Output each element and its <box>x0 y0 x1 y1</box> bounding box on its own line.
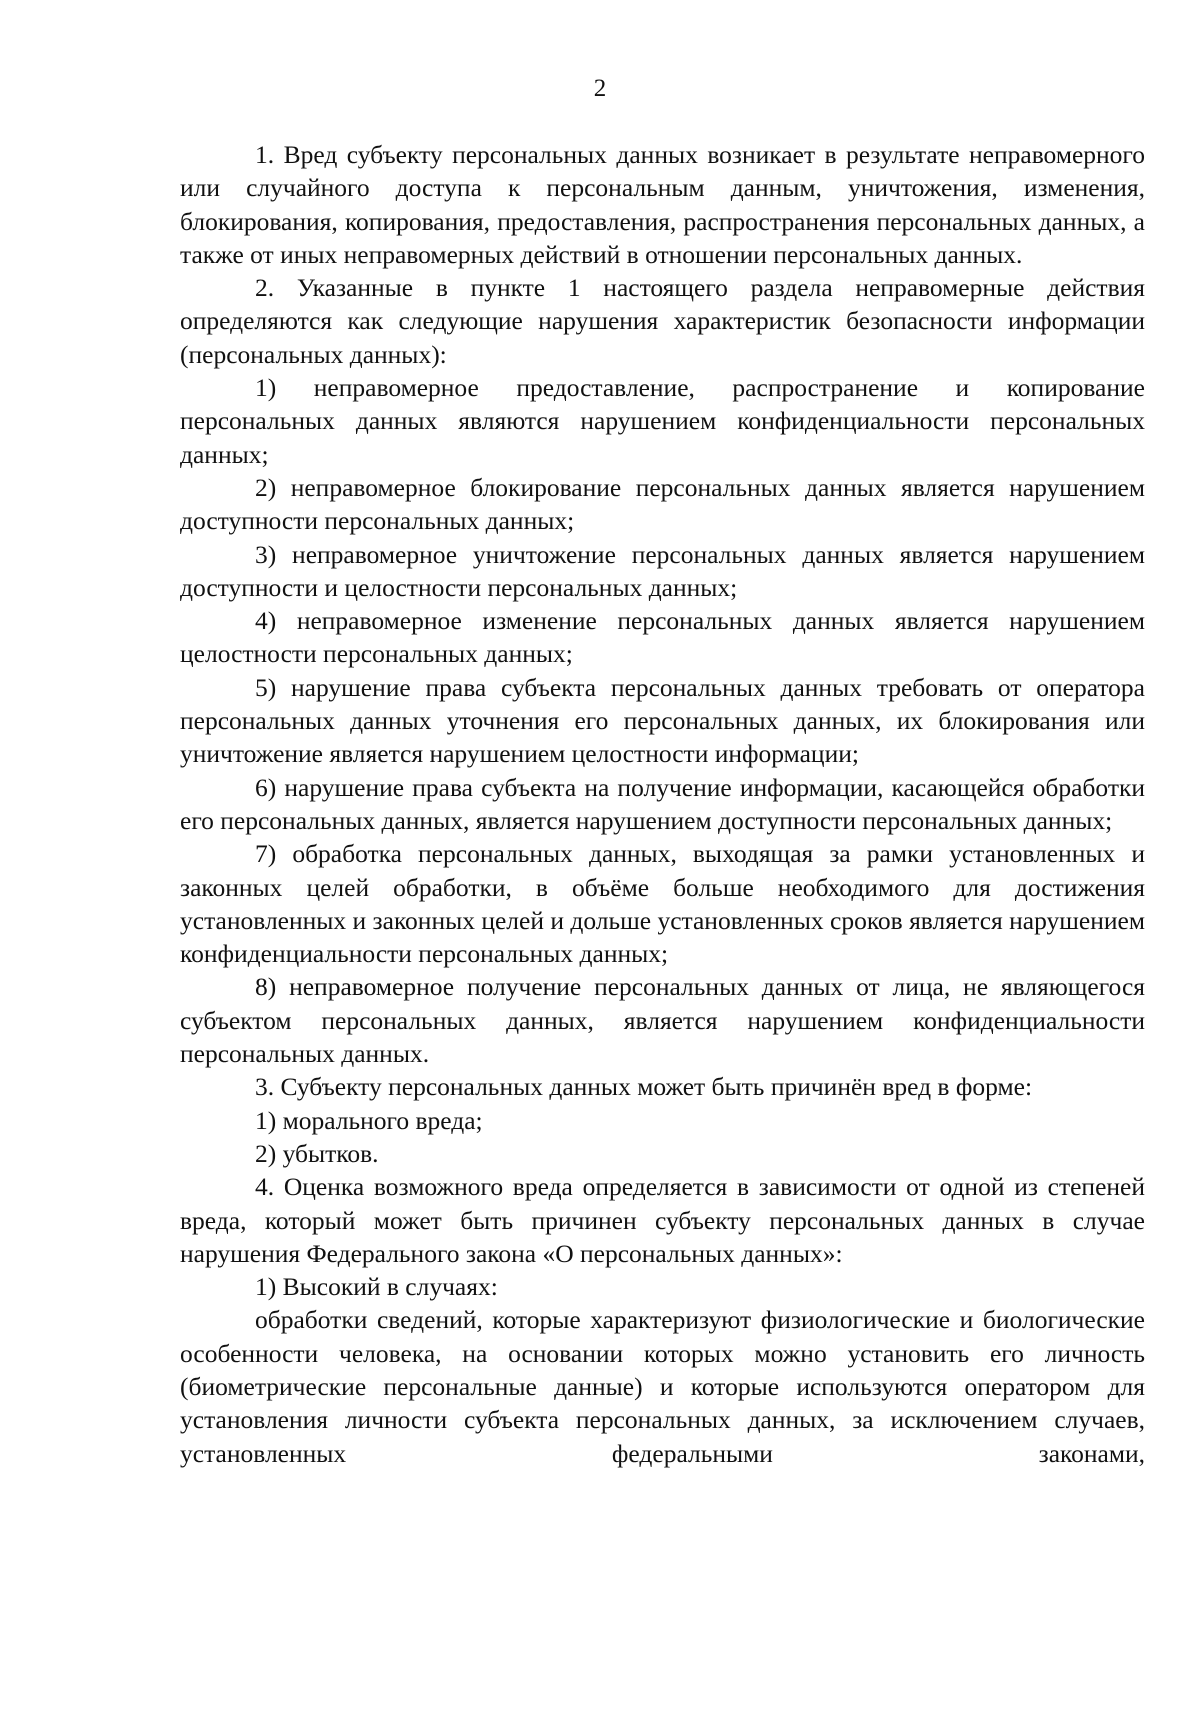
paragraph-3-harm-forms: 3. Субъекту персональных данных может быть причинён вред в форме: <box>255 1072 1033 1102</box>
list-item-3-1: 1) морального вреда; <box>255 1105 483 1135</box>
list-item-2-4: 4) неправомерное изменение персональных данных является нарушением целостности персональных данных; <box>180 606 1145 669</box>
list-item-2-6: 6) нарушение права субъекта на получение информации, касающейся обработки его персональных данных, является нарушением доступности персональных данных; <box>180 772 1145 835</box>
document-body <box>180 138 1145 1470</box>
list-item-2-8: 8) неправомерное получение персональных данных от лица, не являющегося субъектом персональных данных, является нарушением конфиденциальности персональных данных. <box>180 972 1145 1069</box>
paragraph-4-harm-assessment: 4. Оценка возможного вреда определяется в зависимости от одной из степеней вреда, который может быть причинен субъекту персональных данных в случае нарушения Федерального закона «О персональных данных»: <box>180 1172 1145 1268</box>
paragraph-1-harm-occurrence: 1. Вред субъекту персональных данных возникает в результате неправомерного или случайного доступа к персональным данным, уничтожения, изменения, блокирования, копирования, предоставления, распространения персональных данных, а также от иных неправомерных действий в отношении персональных данных. <box>180 140 1145 269</box>
list-item-2-5: 5) нарушение права субъекта персональных данных требовать от оператора персональных данных уточнения его персональных данных, их блокирования или уничтожение является нарушением целостности информации; <box>180 672 1145 769</box>
list-item-4-1: 1) Высокий в случаях: <box>255 1272 498 1302</box>
list-item-2-7: 7) обработка персональных данных, выходящая за рамки установленных и законных целей обработки, в объёме больше необходимого для достижения установленных и законных целей и дольше установленных сроков является нарушением конфиденциальности персональных данных; <box>180 839 1145 969</box>
paragraph-biometric-processing: обработки сведений, которые характеризуют физиологические и биологические особенности человека, на основании которых можно установить его личность (биометрические персональные данные) и которые используются оператором для установления личности субъекта персональных данных, за исключением случаев, установленных федеральными законами, <box>180 1305 1145 1468</box>
list-item-2-3: 3) неправомерное уничтожение персональных данных является нарушением доступности и целостности персональных данных; <box>180 539 1145 602</box>
list-item-3-2: 2) убытков. <box>255 1138 379 1168</box>
list-item-2-2: 2) неправомерное блокирование персональных данных является нарушением доступности персональных данных; <box>180 472 1145 536</box>
list-item-2-1: 1) неправомерное предоставление, распространение и копирование персональных данных являются нарушением конфиденциальности персональных данных; <box>180 373 1145 469</box>
paragraph-2-unlawful-actions: 2. Указанные в пункте 1 настоящего раздела неправомерные действия определяются как следующие нарушения характеристик безопасности информации (персональных данных): <box>180 273 1145 369</box>
page-number: 2 <box>593 75 607 102</box>
